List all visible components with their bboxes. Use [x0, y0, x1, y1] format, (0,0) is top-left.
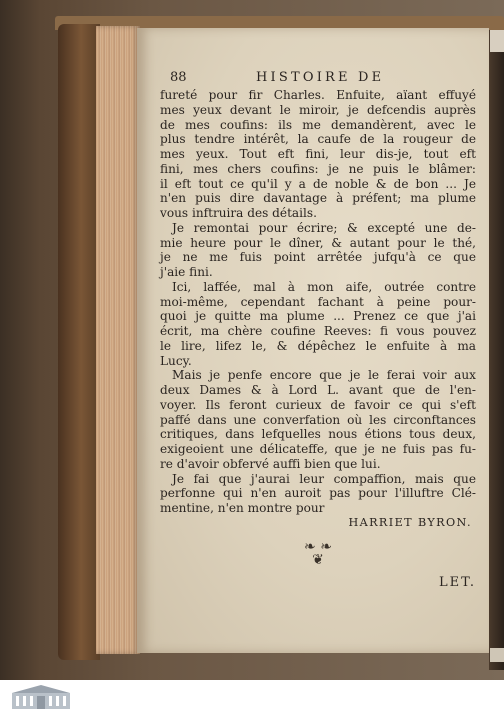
- text-line: vous inftruira des détails.: [160, 206, 317, 220]
- text-line: Je remontai pour écrire; & excepté une de-: [172, 220, 476, 235]
- text-line: mie heure pour le dîner, & autant pour le thé,: [160, 235, 476, 250]
- text-line: perfonne qui n'en auroit pas pour l'illuftre Clé-: [160, 486, 476, 501]
- text-line: mes yeux. Tout eft fini, leur dis-je, tout eft: [160, 147, 476, 161]
- text-line: critiques, dans lefquelles nous étions tous deux,: [160, 427, 476, 442]
- text-line: voyer. Ils feront curieux de favoir ce qui s'eft: [160, 397, 476, 412]
- text-line: Lucy.: [160, 353, 192, 368]
- text-line: je ne me fuis point arrêtée jufqu'à ce que: [160, 250, 476, 265]
- page-edges: [96, 26, 140, 654]
- text-line: le lire, lifez le, & dépêchez le enfuite à ma: [160, 338, 476, 353]
- running-head: HISTOIRE DE: [256, 70, 385, 85]
- text-line: Ici, laffée, mal à mon aife, outrée contre: [172, 279, 476, 294]
- text-line: paffé dans une converfation où les circonftances: [160, 412, 476, 427]
- catchword: LET.: [438, 574, 476, 590]
- text-line: quoi je quitte ma plume ... Prenez ce que j'ai: [160, 309, 476, 324]
- text-line: mes yeux devant le miroir, je defcendis auprès: [160, 102, 476, 117]
- page-number: 88: [170, 70, 187, 85]
- text-line: deux Dames & à Lord L. avant que de l'en-: [160, 383, 476, 397]
- text-line: fureté pour fir Charles. Enfuite, aïant effuyé: [160, 88, 476, 102]
- library-building-logo-icon: [6, 683, 76, 711]
- page-header: [160, 60, 476, 85]
- facing-page-edge: [489, 30, 504, 670]
- book-binding: [58, 24, 100, 660]
- text-line: moi-même, cependant fachant à peine pour-: [160, 294, 476, 309]
- text-line: Je fai que j'aurai leur compaffion, mais que: [172, 471, 476, 486]
- text-line: re d'avoir obfervé auffi bien que lui.: [160, 456, 381, 471]
- page-tab-bottom: [490, 648, 504, 662]
- text-line: j'aie fini.: [160, 265, 213, 279]
- fleuron-ornament-icon: ❧ ❧ ❦: [304, 538, 332, 568]
- text-line: il eft tout ce qu'il y a de noble & de bon ... Je: [160, 176, 476, 191]
- text-line: exigeoient une délicateffe, que je ne fuis pas fu-: [160, 442, 476, 456]
- text-line: fini, mes chers coufins: je ne puis le blâmer:: [160, 161, 476, 176]
- text-line: écrit, ma chère coufine Reeves: fi vous pouvez: [160, 324, 476, 338]
- page-text: [160, 60, 476, 590]
- text-line: plus tendre intérêt, la caufe de la rougeur de: [160, 132, 476, 147]
- signature: HARRIET BYRON.: [348, 515, 472, 529]
- text-line: de mes coufins: ils me demandèrent, avec le: [160, 117, 476, 132]
- text-line: mentine, n'en montre pour: [160, 501, 325, 515]
- page-tab: [490, 30, 504, 52]
- text-line: n'en puis dire davantage à préfent; ma plume: [160, 191, 476, 206]
- text-line: Mais je penfe encore que je le ferai voir aux: [172, 368, 476, 383]
